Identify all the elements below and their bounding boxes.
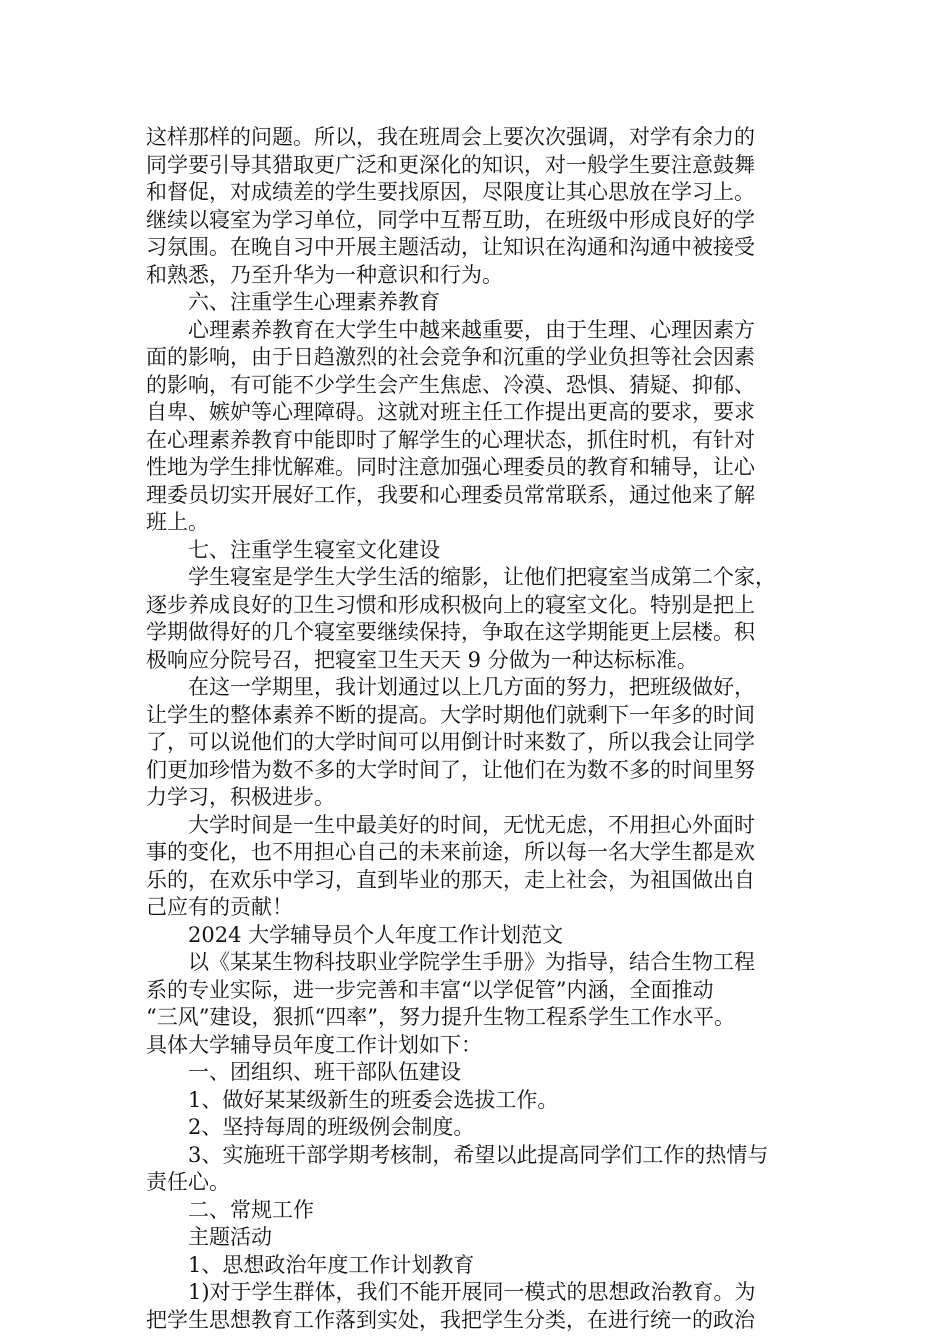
- text-line: 力学习，积极进步。: [146, 785, 335, 809]
- text-line: 学生寝室是学生大学生活的缩影，让他们把寝室当成第二个家，: [188, 565, 776, 589]
- text-line: 一、团组织、班干部队伍建设: [188, 1060, 461, 1084]
- text-line: 和熟悉，乃至升华为一种意识和行为。: [146, 262, 503, 287]
- text-line: 2024 大学辅导员个人年度工作计划范文: [188, 922, 564, 947]
- text-line: 继续以寝室为学习单位，同学中互帮互助，在班级中形成良好的学: [146, 207, 755, 232]
- text-line: 让学生的整体素养不断的提高。大学时期他们就剩下一年多的时间: [146, 702, 755, 727]
- text-line: 面的影响，由于日趋激烈的社会竞争和沉重的学业负担等社会因素: [146, 345, 755, 369]
- text-line: 极响应分院号召，把寝室卫生天天 9 分做为一种达标标准。: [146, 647, 698, 672]
- text-line: 己应有的贡献！: [146, 895, 293, 919]
- text-line: 在心理素养教育中能即时了解学生的心理状态，抓住时机，有针对: [146, 427, 755, 452]
- text-line: 事的变化，也不用担心自己的未来前途，所以每一名大学生都是欢: [146, 840, 755, 864]
- document-body: [146, 124, 818, 1334]
- text-line: 具体大学辅导员年度工作计划如下：: [146, 1032, 482, 1057]
- text-line: 心理素养教育在大学生中越来越重要，由于生理、心理因素方: [188, 317, 755, 342]
- text-line: 们更加珍惜为数不多的大学时间了，让他们在为数不多的时间里努: [146, 757, 755, 782]
- text-line: 和督促，对成绩差的学生要找原因，尽限度让其心思放在学习上。: [146, 180, 755, 204]
- text-line: 的影响，有可能不少学生会产生焦虑、冷漠、恐惧、猜疑、抑郁、: [146, 372, 755, 397]
- text-line: 性地为学生排忧解难。同时注意加强心理委员的教育和辅导，让心: [146, 455, 755, 479]
- text-line: 班上。: [146, 510, 209, 534]
- text-line: 1、思想政治年度工作计划教育: [188, 1252, 475, 1277]
- text-line: 自卑、嫉妒等心理障碍。这就对班主任工作提出更高的要求，要求: [146, 400, 755, 424]
- text-line: 七、注重学生寝室文化建设: [188, 537, 440, 562]
- text-line: 二、常规工作: [188, 1197, 314, 1222]
- text-line: “三风”建设，狠抓“四率”，努力提升生物工程系学生工作水平。: [146, 1005, 735, 1029]
- text-line: 乐的，在欢乐中学习，直到毕业的那天，走上社会，为祖国做出自: [146, 867, 755, 892]
- text-line: 习氛围。在晚自习中开展主题活动，让知识在沟通和沟通中被接受: [146, 235, 755, 259]
- text-line: 理委员切实开展好工作，我要和心理委员常常联系，通过他来了解: [146, 482, 755, 507]
- text-line: 2、坚持每周的班级例会制度。: [188, 1115, 475, 1139]
- text-line: 大学时间是一生中最美好的时间，无忧无虑，不用担心外面时: [188, 812, 755, 837]
- text-line: 同学要引导其猎取更广泛和更深化的知识，对一般学生要注意鼓舞: [146, 152, 755, 177]
- text-line: 这样那样的问题。所以，我在班周会上要次次强调，对学有余力的: [146, 125, 755, 149]
- text-line: 系的专业实际，进一步完善和丰富“以学促管”内涵，全面推动: [146, 977, 714, 1002]
- text-line: 逐步养成良好的卫生习惯和形成积极向上的寝室文化。特别是把上: [146, 592, 755, 617]
- text-line: 以《某某生物科技职业学院学生手册》为指导，结合生物工程: [188, 950, 755, 974]
- text-line: 了，可以说他们的大学时间可以用倒计时来数了，所以我会让同学: [146, 730, 755, 754]
- text-line: 学期做得好的几个寝室要继续保持，争取在这学期能更上层楼。积: [146, 620, 755, 644]
- text-line: 1、做好某某级新生的班委会选拔工作。: [188, 1087, 559, 1112]
- text-line: 在这一学期里，我计划通过以上几方面的努力，把班级做好，: [188, 675, 755, 699]
- text-line: 六、注重学生心理素养教育: [188, 290, 440, 314]
- text-line: 1)对于学生群体，我们不能开展同一模式的思想政治教育。为: [188, 1280, 756, 1304]
- text-line: 把学生思想教育工作落到实处，我把学生分类，在进行统一的政治: [146, 1307, 755, 1332]
- text-line: 3、实施班干部学期考核制，希望以此提高同学们工作的热情与: [188, 1142, 769, 1167]
- text-line: 责任心。: [146, 1170, 230, 1194]
- text-line: 主题活动: [188, 1225, 272, 1249]
